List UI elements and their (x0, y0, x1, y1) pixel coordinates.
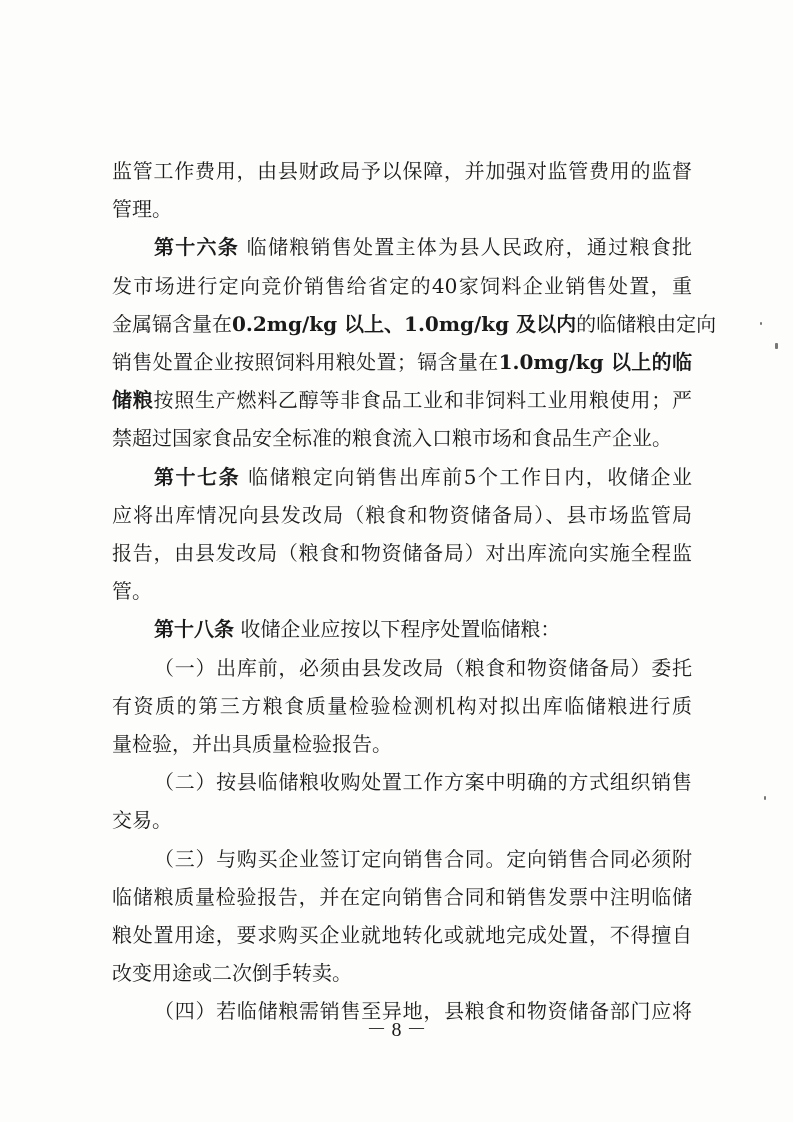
text-segment: 管。 (112, 579, 152, 604)
text-segment: 按照生产燃料乙醇等非食品工业和非饲料工业用粮使用；严 (153, 388, 693, 413)
scan-speck (775, 343, 778, 349)
text-segment: （二）按县临储粮收购处置工作方案中明确的方式组织销售 (154, 770, 692, 795)
text-segment: 应将出库情况向县发改局（粮食和物资储备局）、县市场监管局 (112, 502, 692, 527)
bold-text-segment: 第十八条 (154, 617, 234, 642)
bold-text-segment: 0.2mg/kg 以上、1.0mg/kg 及以内 (232, 311, 577, 336)
text-segment: （三）与购买企业签订定向销售合同。定向销售合同必须附 (154, 846, 692, 871)
text-line (112, 190, 692, 228)
text-line (154, 840, 692, 878)
text-line (112, 419, 692, 457)
text-segment: 有资质的第三方粮食质量检验检测机构对拟出库临储粮进行质 (112, 693, 692, 718)
text-line (154, 763, 692, 801)
bold-text-segment: 第十六条 (154, 235, 240, 260)
text-segment: 销售处置企业按照饲料用粮处置；镉含量在 (112, 350, 499, 374)
text-line (112, 687, 692, 725)
text-line (112, 343, 692, 381)
text-segment: 临储粮定向销售出库前5个工作日内，收储企业 (240, 464, 692, 489)
text-line (112, 878, 692, 916)
text-segment: （一）出库前，必须由县发改局（粮食和物资储备局）委托 (154, 655, 692, 680)
text-line (154, 610, 692, 648)
text-line (112, 725, 692, 763)
text-line (112, 381, 692, 419)
text-line (154, 228, 692, 266)
text-line (112, 954, 692, 992)
bold-text-segment: 第十七条 (154, 464, 241, 489)
text-segment: 监管工作费用，由县财政局予以保障，并加强对监管费用的监督 (112, 159, 692, 183)
text-segment: 改变用途或二次倒手转卖。 (112, 961, 352, 986)
text-segment: 临储粮销售处置主体为县人民政府，通过粮食批 (239, 235, 692, 260)
text-segment: 收储企业应按以下程序处置临储粮： (234, 617, 561, 642)
page-number: － 8 － (366, 1019, 427, 1041)
text-line (112, 916, 692, 954)
text-segment: 交易。 (112, 808, 172, 833)
scan-speck (764, 796, 766, 800)
text-segment: 金属镉含量在 (112, 311, 232, 336)
text-segment: 量检验，并出具质量检验报告。 (112, 732, 392, 756)
bold-text-segment: 储粮 (112, 388, 154, 413)
text-line (112, 801, 692, 839)
text-segment: 发市场进行定向竞价销售给省定的40家饲料企业销售处置，重 (112, 273, 692, 298)
text-segment: 的临储粮由定向 (576, 311, 717, 336)
text-segment: 禁超过国家食品安全标准的粮食流入口粮市场和食品生产企业。 (112, 426, 672, 451)
text-line (154, 458, 692, 496)
text-segment: 报告，由县发改局（粮食和物资储备局）对出库流向实施全程监 (112, 541, 692, 565)
text-line (112, 152, 692, 190)
text-line (112, 534, 692, 572)
text-line (112, 496, 692, 534)
scan-speck (760, 322, 762, 325)
text-line (112, 305, 717, 343)
text-segment: 临储粮质量检验报告，并在定向销售合同和销售发票中注明临储 (112, 884, 692, 909)
text-segment: （四）若临储粮需销售至异地，县粮食和物资储备部门应将 (154, 999, 692, 1024)
text-line (154, 649, 692, 687)
text-segment: 管理。 (112, 197, 172, 222)
text-segment: 粮处置用途，要求购买企业就地转化或就地完成处置，不得擅自 (112, 923, 692, 947)
bold-text-segment: 1.0mg/kg 以上的临 (498, 350, 692, 374)
text-line (112, 267, 692, 305)
text-line (112, 572, 692, 610)
